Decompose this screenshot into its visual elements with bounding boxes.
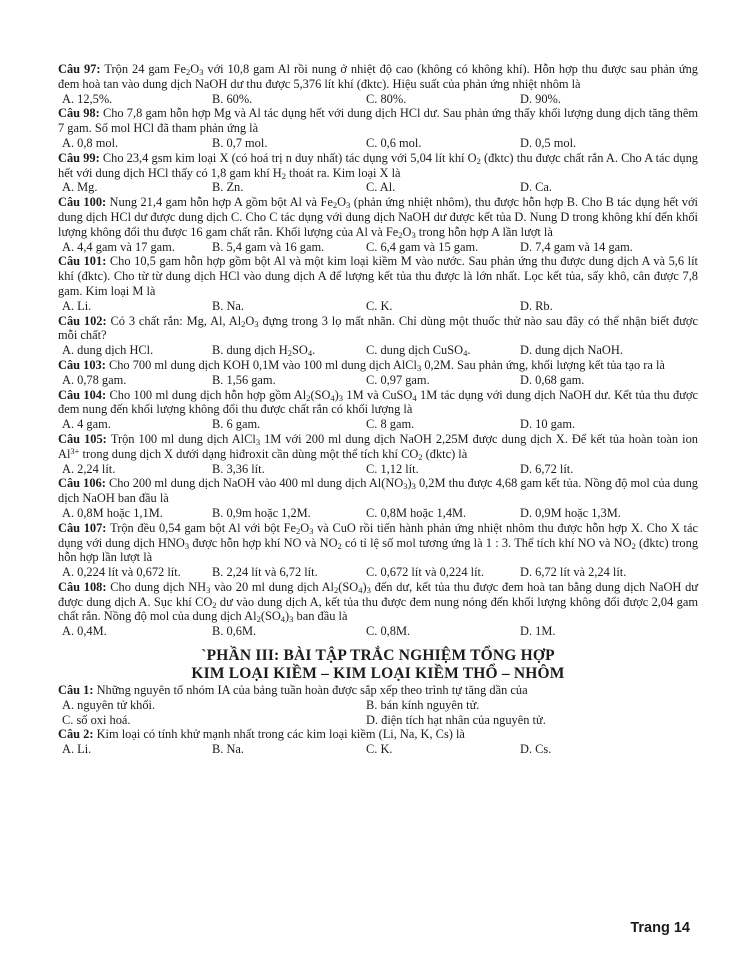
text-run: dư vào dung dịch A, kết tủa thu được đem nung nóng đến khối lượng không đổi được 2,04 gam chất rắn. Nồng độ mol của dung dịch Al	[58, 594, 698, 624]
subscript: 3	[254, 318, 259, 329]
answer-option-a	[62, 92, 112, 107]
subscript: 3	[403, 481, 408, 492]
text-run: Cho 10,5 gam hỗn hợp gồm bột Al và một kim loại kiềm M vào nước. Sau phản ứng thu được dung dịch A và 5,6 lít khí (đktc). Cho từ từ dung dịch HCl vào dung dịch A để lượng kết tủa thu được là lớn nhất. Lọc kết tủa, sấy khô, cân được 7,8 gam. Kim loại M là	[58, 254, 698, 298]
text-run: B. Na.	[212, 298, 245, 313]
text-run: O	[402, 224, 412, 239]
text-run: C. K.	[366, 298, 393, 313]
text-run: (phản ứng nhiệt nhôm), thu được hỗn hợp B. Cho B tác dụng hết với dung dịch HCl dư được dung dịch C. Cho C tác dụng với dung dịch NaOH dư được kết tủa D. Nung D trong không khí đến khối lượng không đổi thu được 16 gam chất rắn. Khối lượng của Al và Fe	[58, 195, 698, 239]
text-run: O	[245, 313, 255, 328]
text-run: 0,2M thu được 4,68 gam kết tủa. Nồng độ mol của dung dịch NaOH ban đầu là	[58, 476, 698, 506]
question-number: Câu 107:	[58, 520, 111, 535]
page-content	[58, 62, 698, 757]
answer-option-a	[62, 506, 163, 521]
subscript: 2	[418, 451, 423, 462]
question-stem	[58, 254, 698, 298]
text-run: với 10,8 gam Al rồi nung ở nhiệt độ cao (không có không khí). Hỗn hợp thu được sau phản ứng đem hoà tan vào dung dịch NaOH dư thu được 5,376 lít khí (đktc). Hiệu suất của phản ứng nhiệt nhôm là	[58, 62, 698, 91]
text-run: đến dư, kết tủa thu được đem hoà tan bằng dung dịch NaOH dư được dung dịch A. Sục khí CO	[58, 579, 698, 609]
answer-options	[58, 299, 698, 314]
subscript: 3	[417, 362, 422, 373]
text-run: D. 7,4 gam và 14 gam.	[520, 239, 633, 254]
text-run: D. Rb.	[520, 298, 553, 313]
text-run: B. bán kính nguyên tử.	[366, 697, 480, 712]
text-run: A. 4 gam.	[62, 417, 111, 432]
subscript: 3	[184, 540, 190, 551]
text-run: A. 2,24 lít.	[62, 461, 116, 476]
page-number: Trang 14	[630, 920, 690, 936]
subscript: 3	[411, 229, 416, 240]
subscript: 4	[280, 614, 286, 625]
text-run: )	[285, 609, 290, 624]
text-run: O	[190, 62, 200, 76]
text-run: D. 6,72 lít.	[520, 461, 574, 476]
text-run: D. điện tích hạt nhân của nguyên tử.	[366, 712, 546, 727]
answer-option-c	[366, 506, 466, 521]
answer-option-c	[366, 180, 395, 195]
text-run: trong dung dịch X dưới dạng hiđroxit cần dùng một thể tích khí CO	[79, 446, 419, 461]
answer-option-d	[520, 624, 555, 639]
text-run: B. 2,24 lít và 6,72 lít.	[212, 565, 318, 580]
text-run: B. 0,7 mol.	[212, 135, 268, 150]
text-run: C. 1,12 lít.	[366, 461, 419, 476]
text-run: C. 0,8M.	[366, 624, 411, 639]
subscript: 3	[346, 200, 351, 211]
text-run: C. 80%.	[366, 91, 407, 106]
answer-option-c	[62, 713, 131, 728]
question-stem	[58, 62, 698, 92]
answer-option-d	[520, 565, 626, 580]
text-run: 1M với 200 ml dung dịch NaOH 2,25M được dung dịch X. Để kết tủa hoàn toàn ion Al	[58, 431, 698, 461]
subscript: 3	[289, 614, 294, 625]
subscript: 2	[337, 540, 342, 551]
text-run: Cho 100 ml dung dịch hỗn hợp gồm Al	[109, 387, 307, 402]
text-run: Có 3 chất rắn: Mg, Al, Al	[110, 313, 242, 328]
subscript: 4	[330, 392, 335, 403]
subscript: 3	[199, 67, 204, 77]
text-run: )	[334, 387, 339, 402]
answer-options	[58, 462, 698, 477]
answer-option-b	[212, 136, 267, 151]
text-run: B. Na.	[212, 742, 245, 757]
text-run: Cho 23,4 gsm kim loại X (có hoá trị n duy nhất) tác dụng với 5,04 lít khí O	[102, 150, 477, 165]
text-run: được hỗn hợp khí NO và NO	[189, 535, 338, 550]
question-stem	[58, 580, 698, 624]
text-run: C. dung dịch CuSO	[366, 343, 464, 358]
answer-option-c	[366, 92, 406, 107]
text-run: C. 8 gam.	[366, 417, 415, 432]
text-run: vào 20 ml dung dịch Al	[210, 579, 334, 594]
answer-options	[58, 742, 698, 757]
answer-options	[58, 136, 698, 151]
question-number: Câu 106:	[58, 476, 109, 491]
answer-options	[58, 565, 698, 580]
question-number: Câu 104:	[58, 387, 110, 402]
answer-option-b	[212, 462, 265, 477]
subscript: 2	[241, 318, 246, 329]
answer-option-d	[520, 299, 553, 314]
text-run: D. dung dịch NaOH.	[520, 343, 623, 358]
answer-option-c	[366, 136, 421, 151]
text-run: A. 0,8M hoặc 1,1M.	[62, 505, 163, 520]
answer-option-a	[62, 136, 118, 151]
answer-options	[58, 624, 698, 639]
superscript: 3+	[70, 445, 80, 456]
answer-option-a	[62, 698, 155, 713]
answer-option-b	[212, 417, 260, 432]
text-run: D. 1M.	[520, 624, 556, 639]
text-run: 1M và CuSO	[343, 387, 413, 402]
answer-option-d	[520, 462, 573, 477]
subscript: 3	[366, 584, 371, 595]
answer-option-b	[212, 240, 324, 255]
answer-options	[58, 240, 698, 255]
answer-option-d	[520, 240, 633, 255]
subscript: 3	[206, 584, 211, 595]
text-run: (đktc) là	[422, 446, 468, 461]
answer-option-c	[366, 240, 478, 255]
answer-options	[58, 180, 698, 195]
text-run: A. Li.	[62, 742, 92, 757]
text-run: D. 0,5 mol.	[520, 135, 577, 150]
text-run: (đktc) trong hỗn hợp lần lượt là	[58, 535, 699, 565]
question-number: Câu 98:	[58, 106, 103, 121]
text-run: và CuO rồi tiến hành phản ứng nhiệt nhôm thu được hỗn hợp X. Cho X tác dụng với dung dịch HNO	[58, 520, 698, 550]
text-run: Kim loại có tính khử mạnh nhất trong các kim loại kiềm (Li, Na, K, Cs) là	[96, 727, 465, 742]
subscript: 3	[255, 436, 261, 447]
text-run: Trộn 100 ml dung dịch AlCl	[110, 431, 256, 446]
answer-option-b	[212, 565, 318, 580]
text-run: B. 3,36 lít.	[212, 461, 265, 476]
answer-option-c	[366, 624, 410, 639]
text-run: A. nguyên tử khối.	[62, 697, 156, 712]
question-number: Câu 102:	[58, 313, 111, 328]
answer-option-a	[62, 373, 126, 388]
answer-option-d	[520, 742, 551, 757]
question-stem	[58, 314, 698, 344]
text-run: B. 60%.	[212, 91, 253, 106]
text-run: .	[312, 343, 316, 358]
answer-option-a	[62, 462, 115, 477]
answer-option-c	[366, 565, 484, 580]
text-run: Trộn 24 gam Fe	[104, 62, 186, 76]
text-run: SO	[291, 343, 308, 358]
question-number: Câu 103:	[58, 357, 109, 372]
question-stem	[58, 388, 698, 418]
answer-options	[58, 417, 698, 432]
subscript: 2	[185, 67, 191, 77]
text-run: B. 0,6M.	[212, 624, 257, 639]
subscript: 2	[256, 614, 261, 625]
question-number: Câu 105:	[58, 431, 111, 446]
subscript: 3	[411, 481, 416, 492]
text-run: A. 0,224 lít và 0,672 lít.	[62, 565, 181, 580]
subscript: 3	[338, 392, 344, 403]
answer-option-c	[366, 742, 393, 757]
text-run: )	[362, 579, 367, 594]
text-run: A. 0,4M.	[62, 624, 107, 639]
question-stem	[58, 106, 698, 136]
text-run: D. 10 gam.	[520, 417, 576, 432]
answer-option-a	[62, 565, 181, 580]
question-stem	[58, 727, 698, 742]
text-run: ban đầu là	[293, 609, 348, 624]
answer-option-d	[520, 417, 575, 432]
question-number: Câu 1:	[58, 683, 97, 698]
question-number: Câu 100:	[58, 195, 110, 210]
text-run: B. 5,4 gam và 16 gam.	[212, 239, 325, 254]
answer-option-d	[520, 136, 576, 151]
question-stem	[58, 683, 698, 698]
subscript: 2	[476, 155, 481, 166]
text-run: A. 0,78 gam.	[62, 372, 127, 387]
question-number: Câu 2:	[58, 727, 97, 742]
text-run: B. 1,56 gam.	[212, 372, 276, 387]
answer-options	[58, 373, 698, 388]
question-stem	[58, 195, 698, 239]
text-run: trong hỗn hợp A lần lượt là	[415, 224, 553, 239]
text-run: C. 0,8M hoặc 1,4M.	[366, 505, 467, 520]
answer-option-a	[62, 417, 111, 432]
section-heading-line1: `PHẦN III: BÀI TẬP TRẮC NGHIỆM TỔNG HỢP	[201, 647, 555, 665]
text-run: C. 6,4 gam và 15 gam.	[366, 239, 479, 254]
text-run: .	[467, 343, 471, 358]
question-number: Câu 97:	[58, 62, 105, 76]
question-list	[58, 62, 698, 639]
text-run: C. 0,6 mol.	[366, 135, 422, 150]
text-run: Cho 7,8 gam hỗn hợp Mg và Al tác dụng hết với dung dịch HCl dư. Sau phản ứng thấy khối lượng dung dịch tăng thêm 7 gam. Số mol HCl đã tham phản ứng là	[58, 106, 699, 136]
answer-option-d	[520, 343, 623, 358]
text-run: (SO	[310, 387, 331, 402]
answer-options	[58, 506, 698, 521]
answer-option-d	[520, 373, 584, 388]
subscript: 2	[287, 348, 292, 359]
subscript: 4	[358, 584, 363, 595]
text-run: C. số oxi hoá.	[62, 712, 131, 727]
answer-option-b	[366, 698, 479, 713]
answer-option-a	[62, 180, 97, 195]
question-number: Câu 108:	[58, 579, 111, 594]
answer-option-c	[366, 299, 393, 314]
answer-option-a	[62, 240, 175, 255]
subscript: 2	[334, 584, 339, 595]
text-run: 1M tác dụng với dung dịch NaOH dư. Kết tủa thu được đem nung đến khối lượng không đổi thu được chất rắn có khối lượng là	[58, 387, 699, 417]
text-run: C. K.	[366, 742, 393, 757]
text-run: B. 6 gam.	[212, 417, 261, 432]
question-number: Câu 101:	[58, 254, 110, 269]
answer-option-b	[212, 373, 276, 388]
subscript: 4	[307, 348, 313, 359]
text-run: D. 0,68 gam.	[520, 372, 585, 387]
text-run: B. dung dịch H	[212, 343, 288, 358]
text-run: (đktc) thu được chất rắn A. Cho A tác dụng hết với dung dịch HCl thấy có 1,8 gam khí H	[58, 150, 698, 180]
subscript: 2	[295, 525, 301, 536]
subscript: 2	[212, 599, 217, 610]
answer-options-row	[58, 713, 698, 728]
section-question-list	[58, 683, 698, 757]
answer-option-d	[520, 506, 621, 521]
text-run: thoát ra. Kim loại X là	[285, 165, 401, 180]
text-run: đựng trong 3 lọ mất nhãn. Chỉ dùng một thuốc thử nào sau đây có thể nhận biết được mỗi chất?	[58, 313, 698, 343]
answer-option-c	[366, 343, 470, 358]
answer-option-a	[62, 299, 91, 314]
question-stem	[58, 358, 698, 373]
subscript: 3	[309, 525, 314, 536]
answer-option-c	[366, 373, 430, 388]
text-run: C. 0,672 lít và 0,224 lít.	[366, 565, 485, 580]
text-run: D. Ca.	[520, 180, 553, 195]
text-run: )	[407, 476, 412, 491]
section-heading-line2: KIM LOẠI KIỀM – KIM LOẠI KIỀM THỔ – NHÔM	[191, 665, 565, 683]
subscript: 4	[463, 348, 468, 359]
text-run: A. 0,8 mol.	[62, 135, 119, 150]
answer-options	[58, 92, 698, 107]
question-number: Câu 99:	[58, 150, 103, 165]
text-run: D. 90%.	[520, 91, 561, 106]
text-run: A. Mg.	[62, 180, 98, 195]
text-run: 0,2M. Sau phản ứng, khối lượng kết tủa tạo ra là	[421, 357, 665, 372]
text-run: Những nguyên tố nhóm IA của bảng tuần hoàn được sắp xếp theo trình tự tăng dần của	[96, 683, 528, 698]
subscript: 2	[306, 392, 311, 403]
text-run: C. Al.	[366, 180, 396, 195]
answer-option-d	[520, 92, 561, 107]
text-run: Cho dung dịch NH	[110, 579, 207, 594]
text-run: (SO	[338, 579, 359, 594]
text-run: C. 0,97 gam.	[366, 372, 430, 387]
text-run: B. Zn.	[212, 180, 244, 195]
text-run: (SO	[260, 609, 281, 624]
answer-option-c	[366, 462, 419, 477]
text-run: Cho 700 ml dung dịch KOH 0,1M vào 100 ml dung dịch AlCl	[108, 357, 417, 372]
text-run: O	[337, 195, 347, 210]
answer-option-d	[366, 713, 546, 728]
answer-option-a	[62, 742, 91, 757]
answer-option-a	[62, 624, 107, 639]
question-stem	[58, 432, 698, 462]
text-run: Cho 200 ml dung dịch NaOH vào 400 ml dung dịch Al(NO	[108, 476, 404, 491]
answer-option-b	[212, 343, 315, 358]
text-run: Nung 21,4 gam hỗn hợp A gồm bột Al và Fe	[109, 195, 333, 210]
text-run: Trộn đều 0,54 gam bột Al với bột Fe	[110, 520, 296, 535]
text-run: có tỉ lệ số mol tương ứng là 1 : 3. Thể tích khí NO và NO	[341, 535, 632, 550]
text-run: O	[300, 520, 310, 535]
text-run: B. 0,9m hoặc 1,2M.	[212, 505, 311, 520]
answer-option-a	[62, 343, 153, 358]
subscript: 2	[631, 540, 636, 551]
text-run: A. Li.	[62, 298, 92, 313]
text-run: A. 12,5%.	[62, 91, 113, 106]
subscript: 2	[398, 229, 403, 240]
text-run: D. 6,72 lít và 2,24 lít.	[520, 565, 627, 580]
subscript: 2	[332, 200, 338, 211]
question-stem	[58, 151, 698, 181]
text-run: A. dung dịch HCl.	[62, 343, 154, 358]
answer-options	[58, 343, 698, 358]
answer-option-d	[520, 180, 552, 195]
text-run: D. 0,9M hoặc 1,3M.	[520, 505, 621, 520]
answer-option-b	[212, 506, 311, 521]
answer-option-b	[212, 299, 244, 314]
answer-option-b	[212, 92, 252, 107]
answer-option-c	[366, 417, 414, 432]
question-stem	[58, 476, 698, 506]
answer-option-b	[212, 624, 256, 639]
subscript: 2	[281, 170, 286, 181]
subscript: 4	[412, 392, 417, 403]
question-stem	[58, 521, 698, 565]
text-run: A. 4,4 gam và 17 gam.	[62, 239, 175, 254]
answer-options-row	[58, 698, 698, 713]
answer-option-b	[212, 742, 244, 757]
answer-option-b	[212, 180, 243, 195]
text-run: D. Cs.	[520, 742, 552, 757]
